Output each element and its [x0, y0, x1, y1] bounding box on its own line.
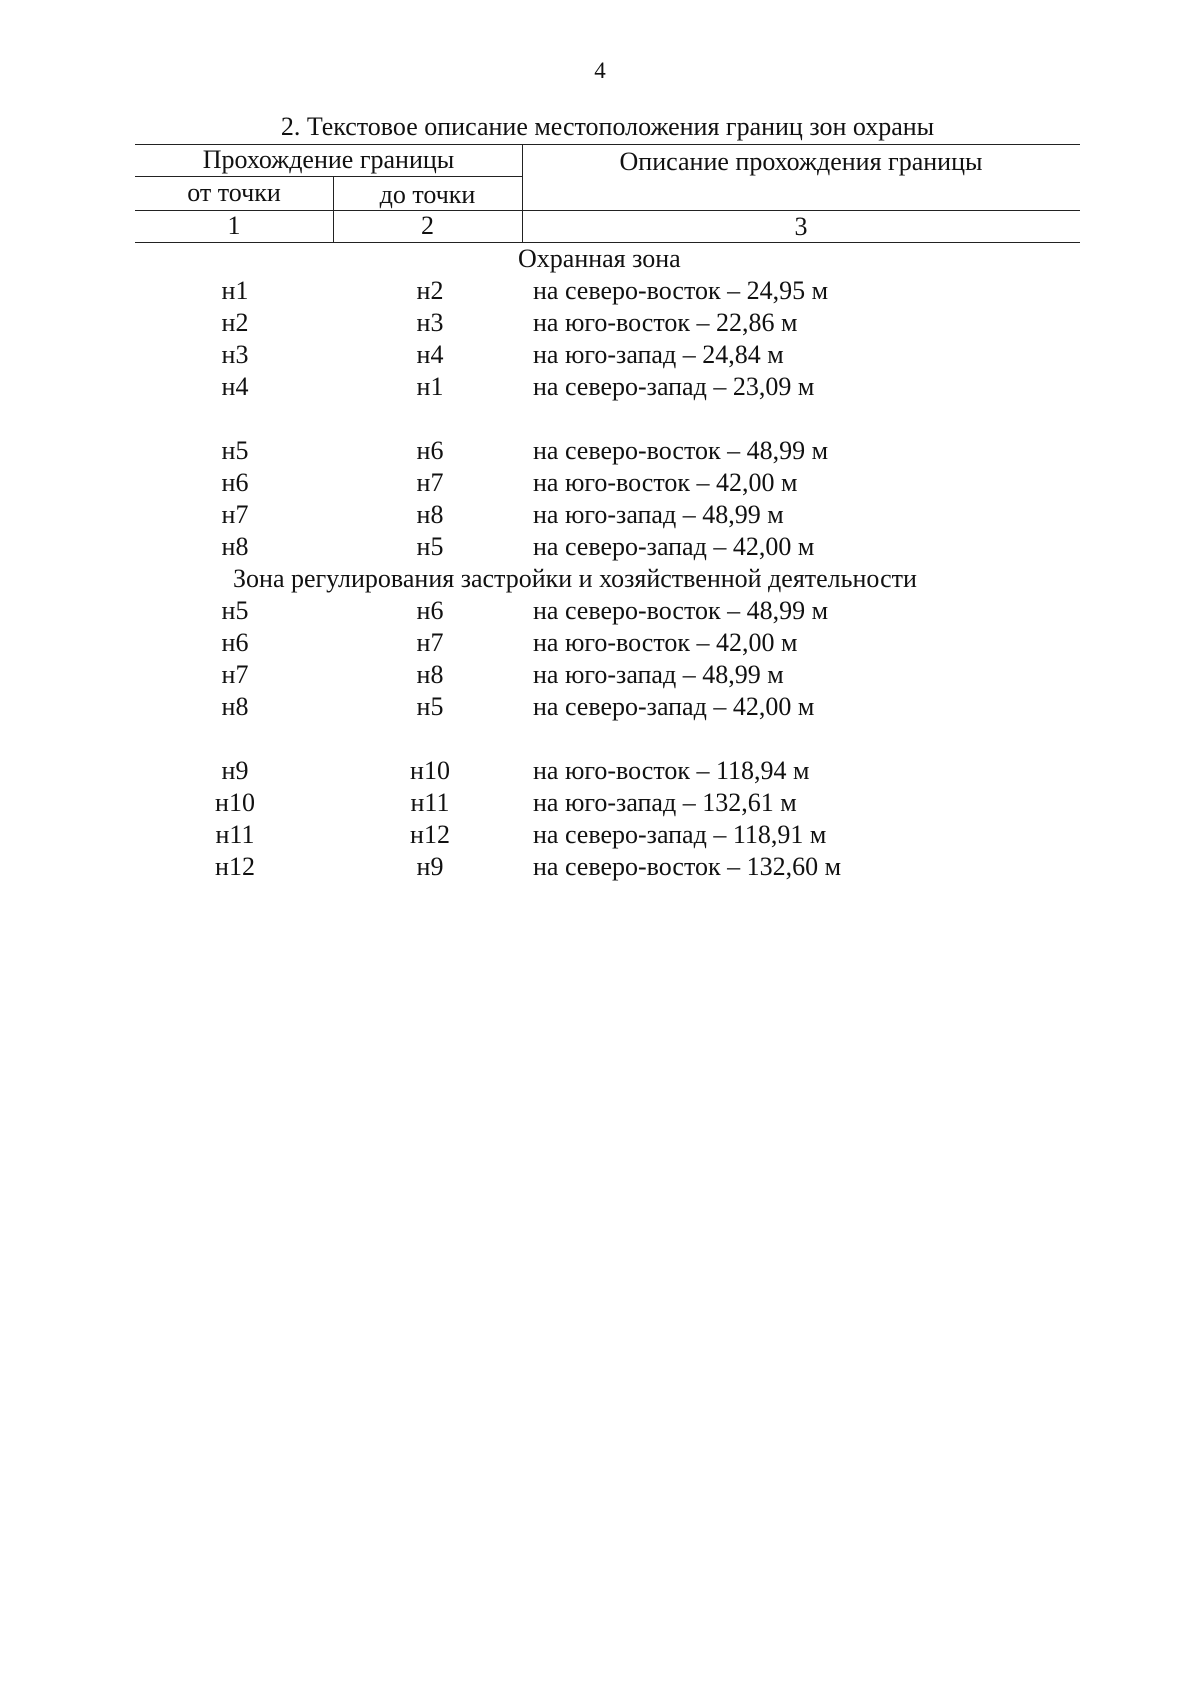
boundary-description: на юго-восток – 42,00 м — [533, 628, 798, 657]
section-title: Охранная зона — [518, 244, 681, 273]
header-description: Описание прохождения границы — [619, 147, 983, 176]
numbering-bottom-rule — [135, 242, 1080, 243]
table-row — [0, 628, 1200, 660]
from-point: н9 — [221, 756, 249, 785]
boundary-description: на юго-восток – 118,94 м — [533, 756, 810, 785]
to-point: н8 — [416, 660, 444, 689]
table-row — [0, 596, 1200, 628]
header-col-3: 3 — [794, 212, 808, 241]
from-point: н8 — [221, 692, 249, 721]
table-row — [0, 756, 1200, 788]
to-point: н9 — [416, 852, 444, 881]
table-row — [0, 788, 1200, 820]
to-point: н1 — [416, 372, 444, 401]
table-row — [0, 500, 1200, 532]
from-point: н11 — [215, 820, 255, 849]
from-point: н10 — [215, 788, 255, 817]
to-point: н5 — [416, 532, 444, 561]
table-row — [0, 436, 1200, 468]
from-point: н6 — [221, 468, 249, 497]
from-point: н8 — [221, 532, 249, 561]
header-mid-rule — [135, 176, 522, 177]
from-point: н5 — [221, 596, 249, 625]
table-row — [0, 852, 1200, 884]
from-point: н7 — [221, 500, 249, 529]
document-title: 2. Текстовое описание местоположения границ зон охраны — [280, 112, 935, 141]
table-row — [0, 820, 1200, 852]
boundary-description: на юго-восток – 22,86 м — [533, 308, 798, 337]
to-point: н7 — [416, 628, 444, 657]
boundary-description: на северо-запад – 118,91 м — [533, 820, 827, 849]
section-title: Зона регулирования застройки и хозяйственной деятельности — [233, 564, 917, 593]
to-point: н6 — [416, 596, 444, 625]
boundary-description: на северо-восток – 48,99 м — [533, 436, 829, 465]
page-number: 4 — [594, 58, 606, 83]
to-point: н3 — [416, 308, 444, 337]
to-point: н12 — [410, 820, 450, 849]
to-point: н11 — [410, 788, 450, 817]
from-point: н1 — [221, 276, 249, 305]
to-point: н10 — [410, 756, 450, 785]
boundary-description: на северо-запад – 42,00 м — [533, 692, 815, 721]
to-point: н8 — [416, 500, 444, 529]
boundary-description: на северо-восток – 48,99 м — [533, 596, 829, 625]
from-point: н7 — [221, 660, 249, 689]
header-col-2: 2 — [421, 211, 434, 240]
to-point: н2 — [416, 276, 444, 305]
boundary-description: на северо-запад – 42,00 м — [533, 532, 815, 561]
to-point: н5 — [416, 692, 444, 721]
boundary-description: на юго-восток – 42,00 м — [533, 468, 798, 497]
table-row — [0, 692, 1200, 724]
boundary-description: на юго-запад – 132,61 м — [533, 788, 797, 817]
from-point: н2 — [221, 308, 249, 337]
boundary-description: на северо-восток – 132,60 м — [533, 852, 842, 881]
from-point: н12 — [215, 852, 255, 881]
to-point: н6 — [416, 436, 444, 465]
from-point: н5 — [221, 436, 249, 465]
header-passage: Прохождение границы — [202, 145, 455, 174]
boundary-description: на юго-запад – 48,99 м — [533, 500, 784, 529]
header-from-point: от точки — [187, 178, 281, 207]
table-row — [0, 340, 1200, 372]
boundary-description: на юго-запад – 48,99 м — [533, 660, 784, 689]
from-point: н6 — [221, 628, 249, 657]
header-col-1: 1 — [227, 211, 241, 240]
table-row — [0, 660, 1200, 692]
header-to-point: до точки — [379, 180, 476, 209]
table-row — [0, 372, 1200, 404]
boundary-description: на северо-запад – 23,09 м — [533, 372, 815, 401]
to-point: н7 — [416, 468, 444, 497]
from-point: н4 — [221, 372, 249, 401]
table-row — [0, 468, 1200, 500]
from-point: н3 — [221, 340, 249, 369]
boundary-description: на северо-восток – 24,95 м — [533, 276, 829, 305]
boundary-description: на юго-запад – 24,84 м — [533, 340, 784, 369]
to-point: н4 — [416, 340, 444, 369]
table-row — [0, 276, 1200, 308]
table-row — [0, 532, 1200, 564]
table-row — [0, 308, 1200, 340]
